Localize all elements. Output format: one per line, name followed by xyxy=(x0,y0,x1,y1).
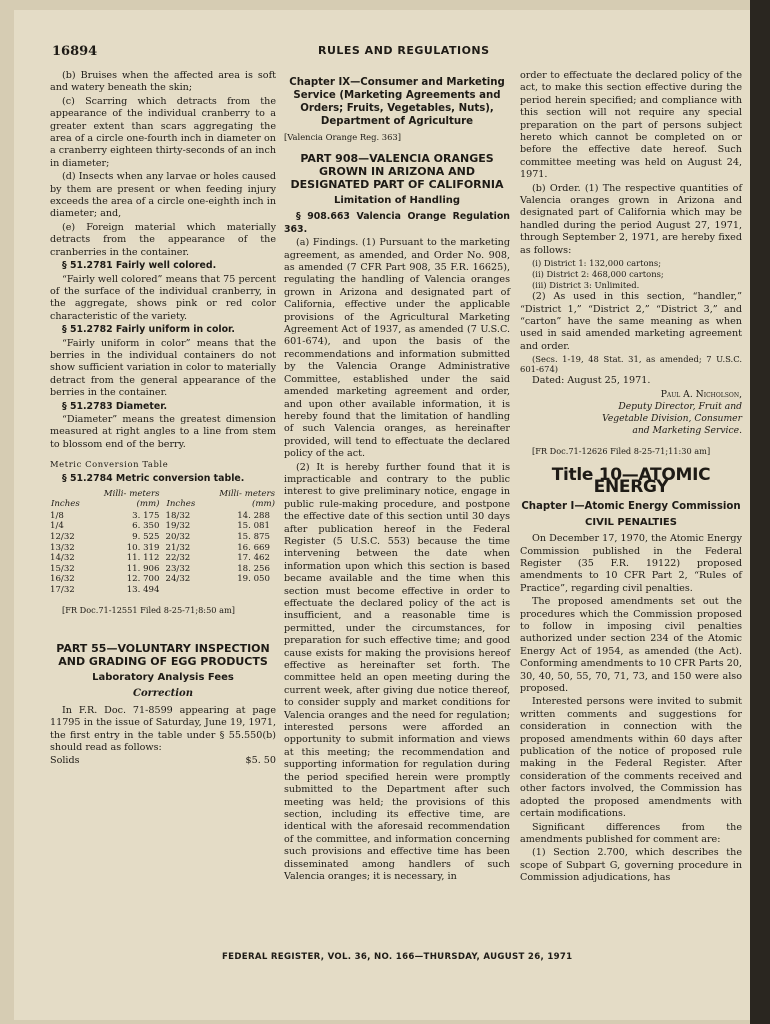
section-heading: § 51.2782 Fairly uniform in color. xyxy=(62,324,235,336)
table-cell xyxy=(166,585,197,596)
district-item: (iii) District 3: Unlimited. xyxy=(532,280,640,291)
signature-block xyxy=(520,389,742,437)
regulation-number: [Valencia Orange Reg. 363] xyxy=(284,132,402,142)
table-row xyxy=(50,521,276,532)
table-cell: 16. 669 xyxy=(237,542,270,553)
table-cell: 13/32 xyxy=(50,542,75,553)
paragraph: Interested persons were invited to submit written comments and suggestions for consideration in connection with the proposed amendments within 60 days after publication of the notice of proposed rule making in the Federal Register. After consideration of the comments received and other factors involved, the Commission has adopted the proposed amendments with certain modifications. xyxy=(520,696,742,820)
table-cell: 18/32 xyxy=(165,510,191,521)
title-heading: Title 10—ATOMIC ENERGY xyxy=(551,464,711,498)
table-row xyxy=(50,585,276,596)
column-header: Inches xyxy=(51,499,80,510)
paragraph: (b) Order. (1) The respective quantities of Valencia oranges grown in Arizona and designated part of California which may be handled during the period August 27, 1971, through September 2, 1971, are hereby fixed as follows: xyxy=(520,182,742,256)
paragraph: (d) Insects when any larvae or holes caused by them are present or when feeding injury exceeds the area of a circle one-eighth inch in diameter; and, xyxy=(50,171,276,220)
part-heading: PART 908—VALENCIA ORANGES GROWN IN ARIZONA AND DESIGNATED PART OF CALIFORNIA xyxy=(290,152,504,191)
solids-entry xyxy=(50,755,276,767)
table-cell: 15/32 xyxy=(50,563,75,574)
paragraph: (2) As used in this section, “handler,” “District 1,” “District 2,” “District 3,” and “carton” have the same meaning as when used in said amended marketing agreement and order. xyxy=(520,291,742,352)
section-heading: § 51.2784 Metric conversion table. xyxy=(62,473,245,485)
signer-title: Vegetable Division, Consumer xyxy=(602,412,742,424)
paragraph: (e) Foreign material which materially detracts from the appearance of the cranberries in the container. xyxy=(50,221,276,258)
table-cell: 17. 462 xyxy=(237,553,270,564)
column-header: Milli- meters (mm) xyxy=(103,488,160,510)
paragraph: On December 17, 1970, the Atomic Energy Commission published in the Federal Register (35 F.R. 19122) proposed amendments to 10 CFR Part 2, “Rules of Practice”, regarding civil penalties. xyxy=(520,533,742,594)
table-cell: 22/32 xyxy=(165,553,191,564)
table-row xyxy=(50,511,276,522)
table-cell: 1/8 xyxy=(50,510,64,521)
part-heading: PART 55—VOLUNTARY INSPECTION AND GRADING OF EGG PRODUCTS xyxy=(56,641,270,668)
table-cell: 14/32 xyxy=(50,553,75,564)
fr-doc-notice: [FR Doc.71-12551 Filed 8-25-71;8:50 am] xyxy=(62,604,235,615)
paragraph: (1) Section 2.700, which describes the scope of Subpart G, governing procedure in Commission adjudications, has xyxy=(520,847,742,884)
table-cell: 1/4 xyxy=(50,521,64,532)
table-cell: 13. 494 xyxy=(126,584,160,595)
table-cell: 17/32 xyxy=(50,584,75,595)
section-heading: § 51.2783 Diameter. xyxy=(62,400,168,412)
table-cell: 20/32 xyxy=(165,531,191,542)
table-cell: 6. 350 xyxy=(132,521,160,532)
table-row xyxy=(50,564,276,575)
correction-heading: Correction xyxy=(133,688,193,700)
table-cell: 10. 319 xyxy=(126,542,160,553)
running-head: RULES AND REGULATIONS xyxy=(318,44,490,57)
paragraph: “Fairly uniform in color” means that the berries in the individual containers do not show sufficient variation in color to materially detract from the general appearance of the berries in the container. xyxy=(50,337,276,399)
signer-title: Deputy Director, Fruit and xyxy=(618,400,742,412)
column-2 xyxy=(284,70,510,884)
table-cell: 15. 875 xyxy=(237,531,270,542)
table-cell: 3. 175 xyxy=(132,510,160,521)
table-cell: 16/32 xyxy=(50,574,75,585)
table-cell: 14. 288 xyxy=(237,510,270,521)
column-1 xyxy=(50,70,276,769)
table-cell: 21/32 xyxy=(165,542,191,553)
table-cell xyxy=(196,585,276,596)
paragraph: In F.R. Doc. 71-8599 appearing at page 11795 in the issue of Saturday, June 19, 1971, the first entry in the table under § 55.550(b) should read as follows: xyxy=(50,704,276,753)
table-cell: 23/32 xyxy=(165,563,191,574)
subheading: Limitation of Handling xyxy=(333,195,461,206)
scan-edge xyxy=(750,0,770,1024)
chapter-heading: Chapter IX—Consumer and Marketing Service (Marketing Agreements and Orders; Fruits, Vegetables, Nuts), Department of Agriculture xyxy=(289,77,505,127)
column-header: Inches xyxy=(166,499,196,510)
table-heading: Metric Conversion Table xyxy=(50,459,169,470)
table-cell: 12. 700 xyxy=(126,574,160,585)
paragraph: The proposed amendments set out the procedures which the Commission proposed to follow in imposing civil penalties authorized under section 234 of the Atomic Energy Act of 1954, as amended (the Act). Conforming amendments to 10 CFR Parts 20, 30, 40, 50, 55, 70, 71, 73, and 150 were also proposed. xyxy=(520,596,742,695)
paragraph: (b) Bruises when the affected area is soft and watery beneath the skin; xyxy=(50,70,276,94)
table-cell: 9. 525 xyxy=(132,531,160,542)
subheading: CIVIL PENALTIES xyxy=(585,516,677,528)
paragraph: order to effectuate the declared policy of the act, to make this section effective during the period herein specified; and compliance with this section will not require any special preparation on the part of persons subject hereto which cannot be completed on or before the effective date hereof. Such committee meeting was held on August 24, 1971. xyxy=(520,70,742,181)
solids-label: Solids xyxy=(50,755,80,767)
paragraph: (a) Findings. (1) Pursuant to the marketing agreement, as amended, and Order No. 908, as amended (7 CFR Part 908, 35 F.R. 16625), regulating the handling of Valencia oranges grown in Arizona and designated part of California, effective under the applicable provisions of the Agricultural Marketing Agreement Act of 1937, as amended (7 U.S.C. 601-674), and upon the basis of the recommendations and information submitted by the Valencia Orange Administrative Committee, established under the said amended marketing agreement and order, and upon other available information, it is hereby found that the limitation of handling of such Valencia oranges, as hereinafter provided, will tend to effectuate the declared policy of the act. xyxy=(284,237,510,460)
authority-citation: (Secs. 1-19, 48 Stat. 31, as amended; 7 U.S.C. 601-674) xyxy=(520,354,742,375)
paragraph: “Diameter” means the greatest dimension measured at right angles to a line from stem to blossom end of the berry. xyxy=(50,413,276,450)
paragraph: “Fairly well colored” means that 75 percent of the surface of the individual cranberry, in the aggregate, shows pink or red color characteristic of the variety. xyxy=(50,273,276,322)
table-cell: 15. 081 xyxy=(237,521,270,532)
paragraph: (2) It is hereby further found that it is impracticable and contrary to the public interest to give preliminary notice, engage in public rule-making procedure, and postpone the effective date of this section until 30 days after publication hereof in the Federal Register (5 U.S.C. 553) because the time intervening between the date when information upon which this section is based became available and the time when this section must become effective in order to effectuate the declared policy of the act is insufficient, and a reasonable time is permitted, under the circumstances, for preparation for such effective time; and good cause exists for making the provisions hereof effective as hereinafter set forth. The committee held an open meeting during the current week, after giving due notice thereof, to consider supply and market conditions for Valencia oranges and the need for regulation; interested persons were afforded an opportunity to submit information and views at this meeting; the recommendation and supporting information for regulation during the period specified herein were promptly submitted to the Department after such meeting was held; the provisions of this section, including its effective time, are identical with the aforesaid recommendation of the committee, and information concerning such provisions and effective time has been disseminated among handlers of such Valencia oranges; it is necessary, in xyxy=(284,461,510,882)
page-footer: FEDERAL REGISTER, VOL. 36, NO. 166—THURSDAY, AUGUST 26, 1971 xyxy=(222,952,573,962)
signer-name: Paul A. Nicholson, xyxy=(660,388,742,400)
table-cell: 12/32 xyxy=(50,531,75,542)
page-number: 16894 xyxy=(52,44,98,59)
signer-title: and Marketing Service. xyxy=(632,424,742,436)
table-row xyxy=(50,574,276,585)
table-cell: 19. 050 xyxy=(237,574,270,585)
table-cell: 11. 112 xyxy=(126,553,160,564)
metric-conversion-table xyxy=(50,488,276,596)
section-heading: § 908.663 Valencia Orange Regulation 363. xyxy=(284,211,510,235)
column-3 xyxy=(520,70,742,886)
subheading: Laboratory Analysis Fees xyxy=(92,671,234,683)
section-heading: § 51.2781 Fairly well colored. xyxy=(62,260,217,272)
table-row xyxy=(50,532,276,543)
solids-value: $5. 50 xyxy=(245,755,276,767)
paragraph: Significant differences from the amendments published for comment are: xyxy=(520,821,742,845)
fr-doc-notice: [FR Doc.71-12626 Filed 8-25-71;11:30 am] xyxy=(532,445,711,456)
table-row xyxy=(50,543,276,554)
table-cell: 11. 906 xyxy=(126,563,160,574)
district-item: (i) District 1: 132,000 cartons; xyxy=(532,258,662,269)
chapter-heading: Chapter I—Atomic Energy Commission xyxy=(521,500,741,512)
district-item: (ii) District 2: 468,000 cartons; xyxy=(532,269,664,280)
dated-line: Dated: August 25, 1971. xyxy=(532,375,651,387)
column-header: Milli- meters (mm) xyxy=(219,488,275,510)
table-cell: 18. 256 xyxy=(237,563,270,574)
paragraph: (c) Scarring which detracts from the appearance of the individual cranberry to a greater extent than scars aggregating the area of a circle one-fourth inch in diameter on a cranberry eighteen thirty-seconds of an inch in diameter; xyxy=(50,95,276,169)
table-row xyxy=(50,553,276,564)
table-cell: 19/32 xyxy=(165,521,191,532)
table-cell: 24/32 xyxy=(165,574,191,585)
